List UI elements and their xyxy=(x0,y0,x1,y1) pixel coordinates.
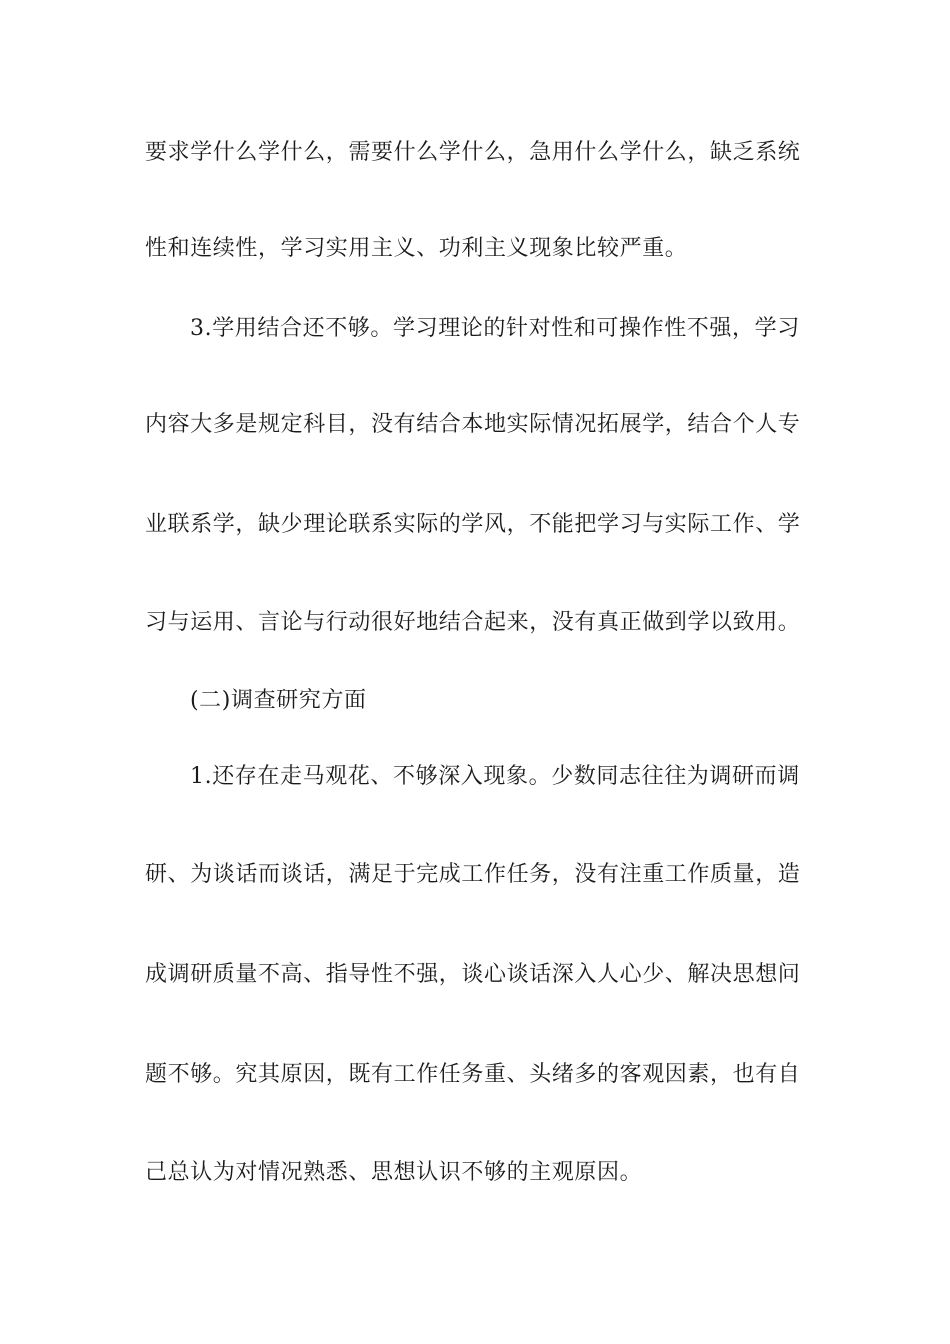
paragraph-line-9: 研、为谈话而谈话，满足于完成工作任务，没有注重工作质量，造 xyxy=(145,862,801,887)
section-heading: (二)调查研究方面 xyxy=(190,688,367,713)
paragraph-line-11: 题不够。究其原因，既有工作任务重、头绪多的客观因素，也有自 xyxy=(145,1062,801,1087)
paragraph-line-5: 业联系学，缺少理论联系实际的学风，不能把学习与实际工作、学 xyxy=(145,512,801,537)
paragraph-line-4: 内容大多是规定科目，没有结合本地实际情况拓展学，结合个人专 xyxy=(145,412,801,437)
paragraph-line-2: 性和连续性，学习实用主义、功利主义现象比较严重。 xyxy=(145,236,688,261)
paragraph-line-12: 己总认为对情况熟悉、思想认识不够的主观原因。 xyxy=(145,1160,643,1185)
paragraph-line-6: 习与运用、言论与行动很好地结合起来，没有真正做到学以致用。 xyxy=(145,610,801,635)
paragraph-line-8: 1.还存在走马观花、不够深入现象。少数同志往往为调研而调 xyxy=(190,764,800,789)
paragraph-line-3: 3.学用结合还不够。学习理论的针对性和可操作性不强，学习 xyxy=(190,316,800,341)
paragraph-line-1: 要求学什么学什么，需要什么学什么，急用什么学什么，缺乏系统 xyxy=(145,140,801,165)
paragraph-line-10: 成调研质量不高、指导性不强，谈心谈话深入人心少、解决思想问 xyxy=(145,962,801,987)
